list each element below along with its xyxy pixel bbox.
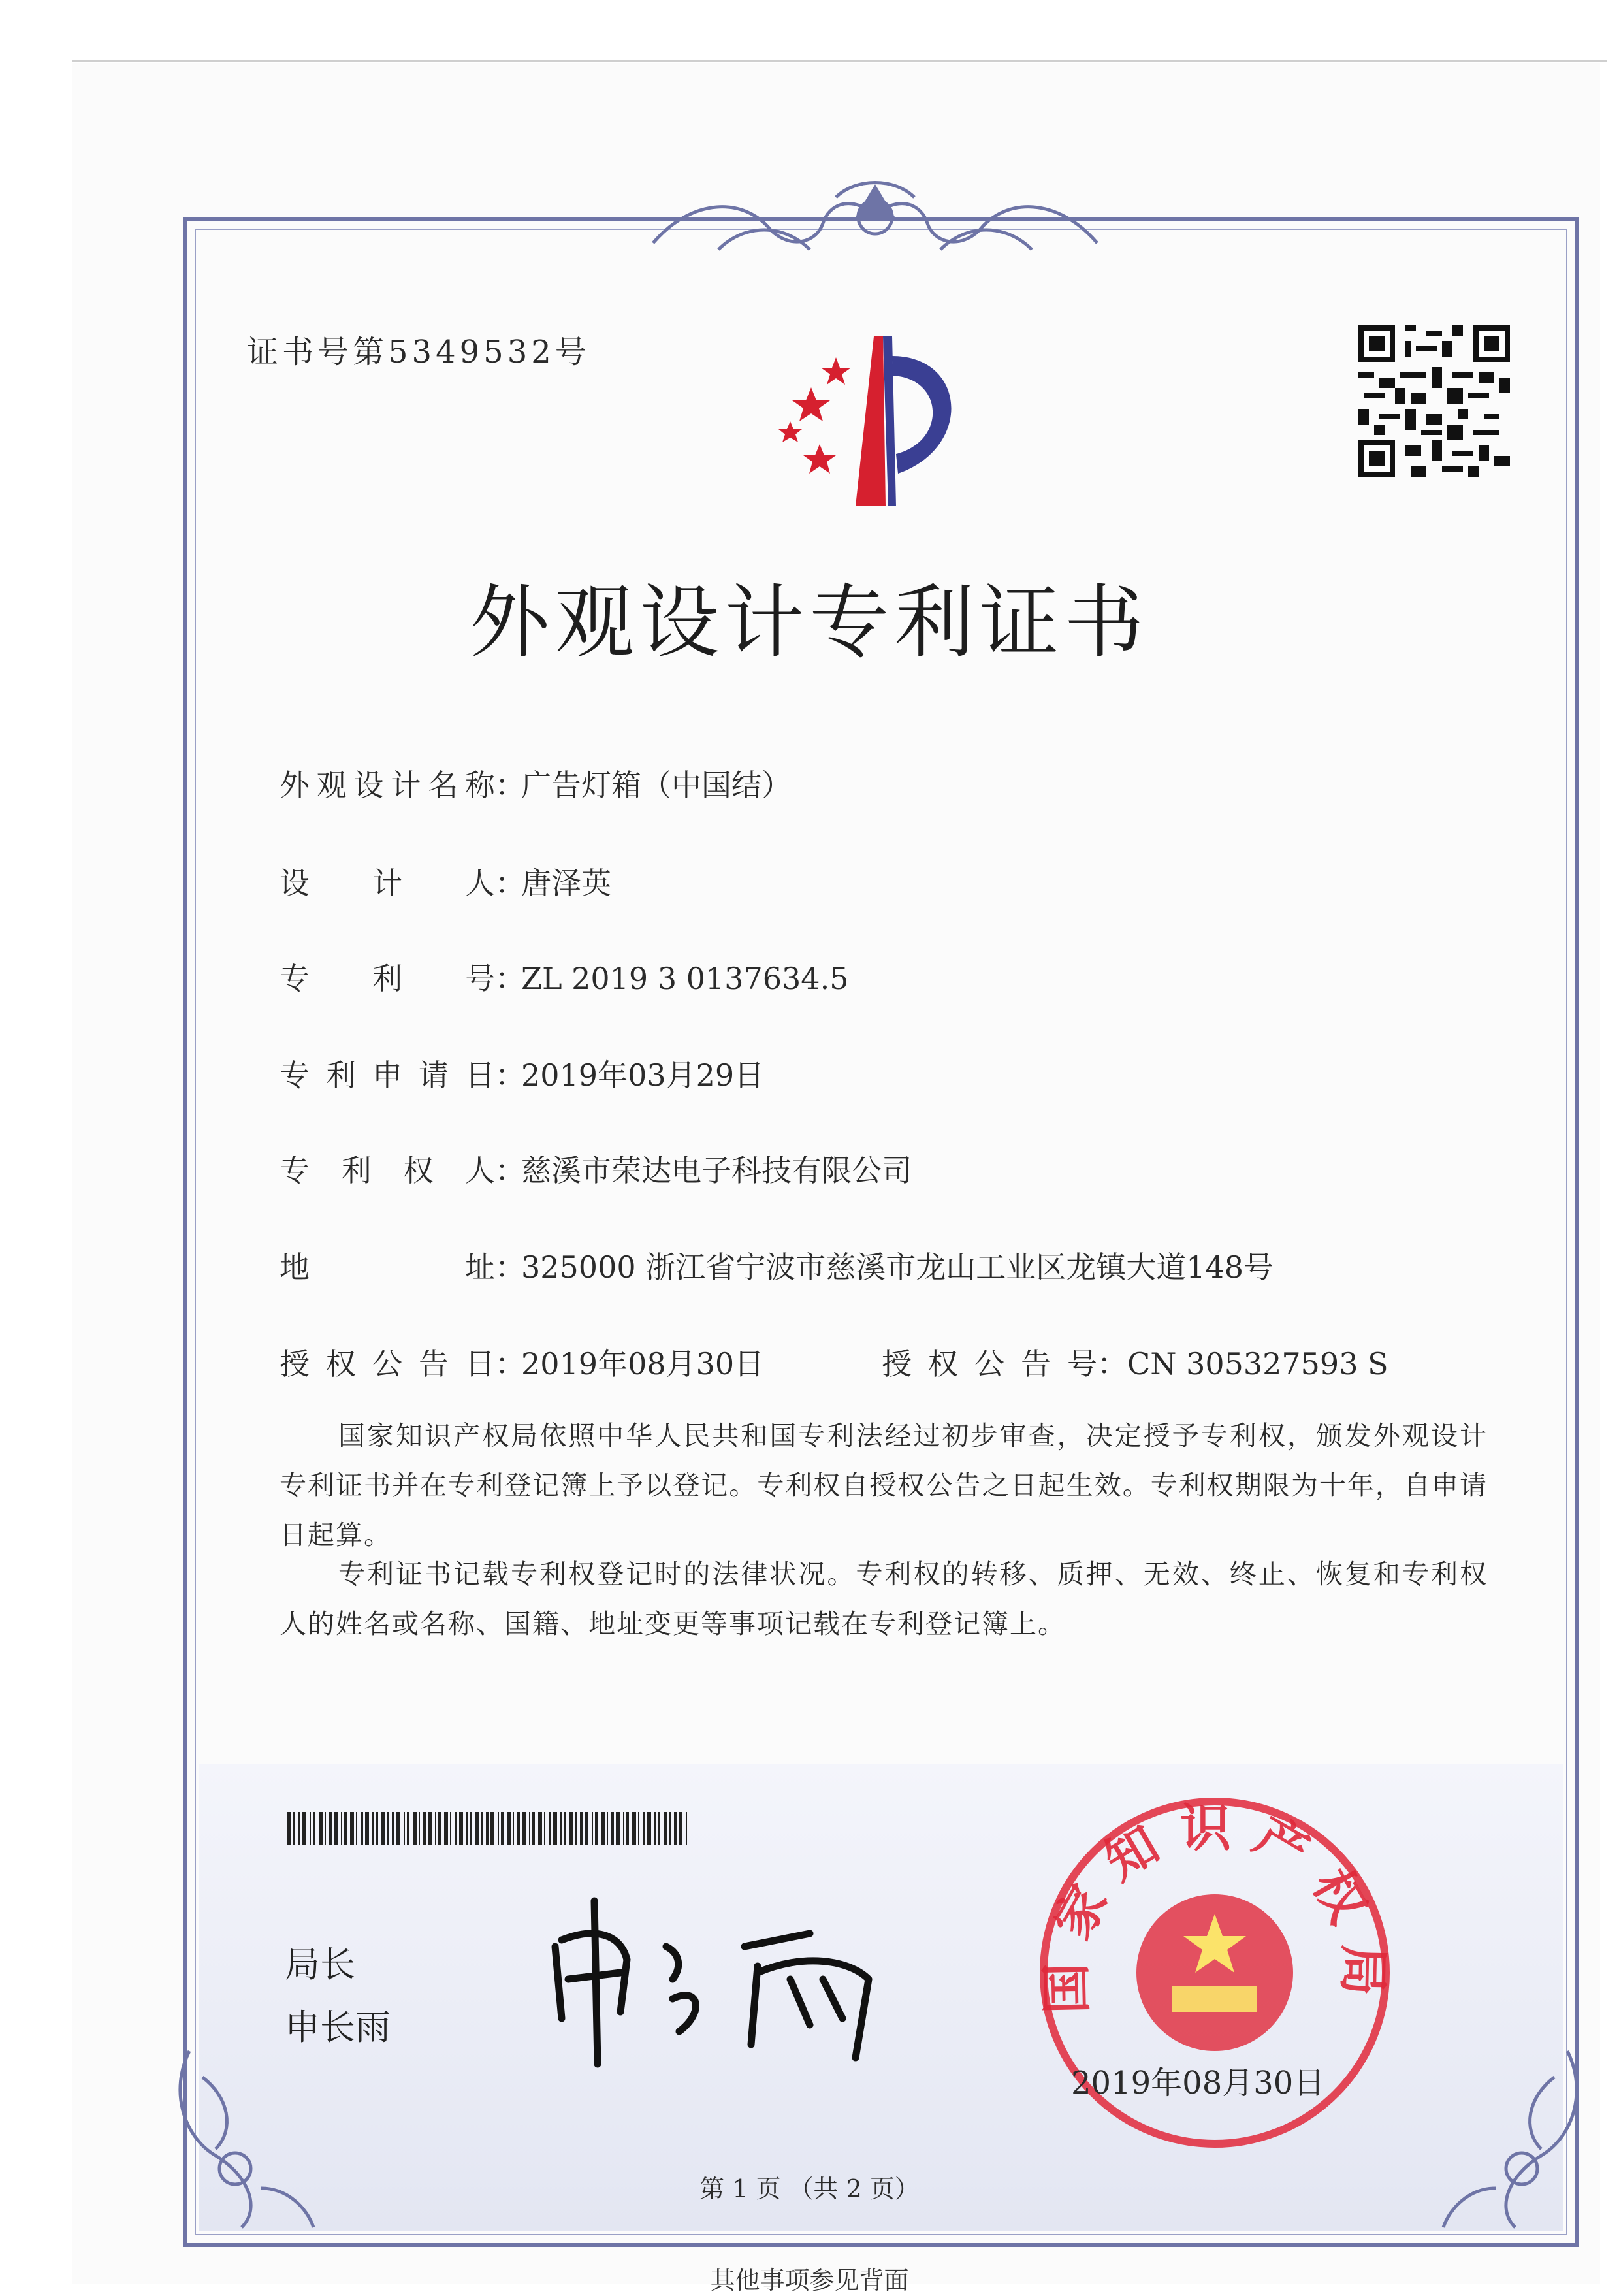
barcode-bar	[287, 1812, 291, 1845]
director-block	[285, 1933, 391, 2059]
barcode-bar	[616, 1812, 620, 1845]
barcode-bar	[444, 1812, 448, 1845]
barcode-bar	[569, 1812, 573, 1845]
seal-date: 2019年08月30日	[1071, 2065, 1325, 2101]
bottom-left-corner-ornament-icon	[163, 2038, 320, 2234]
barcode-bar	[553, 1812, 557, 1845]
legal-paragraph-2: 专利证书记载专利权登记时的法律状况。专利权的转移、质押、无效、终止、恢复和专利权人的姓名或名称、国籍、地址变更等事项记载在专利登记簿上。	[280, 1559, 1488, 1640]
barcode-bar	[381, 1812, 385, 1845]
barcode-bar	[319, 1812, 323, 1845]
barcode-bar	[313, 1812, 315, 1845]
barcode-bar	[538, 1812, 542, 1845]
barcode-bar	[601, 1812, 605, 1845]
barcode-bar	[611, 1812, 614, 1845]
address-field: 地址：325000 浙江省宁波市慈溪市龙山工业区龙镇大道148号	[280, 1244, 1274, 1287]
barcode-bar	[674, 1812, 677, 1845]
barcode-bar	[459, 1812, 463, 1845]
barcode-bar	[669, 1812, 671, 1845]
barcode-bar	[654, 1812, 656, 1845]
barcode-bar	[329, 1812, 332, 1845]
barcode-bar	[392, 1812, 394, 1845]
announcement-number-field: 授权公告号：CN 305327593 S	[882, 1340, 1388, 1383]
barcode-bar	[423, 1812, 426, 1845]
barcode-bar	[513, 1812, 514, 1845]
barcode-bar	[490, 1812, 494, 1845]
field-label: 授权公告日	[280, 1346, 495, 1382]
field-value: 2019年08月30日	[521, 1346, 765, 1382]
barcode-bar	[595, 1812, 598, 1845]
barcode-bar	[435, 1812, 436, 1845]
barcode-bar	[623, 1812, 624, 1845]
field-value: 唐泽英	[521, 865, 611, 901]
barcode-bar	[522, 1812, 526, 1845]
barcode-bar	[298, 1812, 300, 1845]
designer-field: 设计人：唐泽英	[280, 860, 611, 903]
barcode-bar	[626, 1812, 629, 1845]
qr-code-icon	[1358, 325, 1510, 477]
barcode-bar	[564, 1812, 566, 1845]
barcode-bar	[365, 1812, 369, 1845]
barcode-bar	[325, 1812, 326, 1845]
barcode-bar	[361, 1812, 363, 1845]
barcode-bar	[544, 1812, 545, 1845]
barcode-bar	[475, 1812, 479, 1845]
barcode-bar	[679, 1812, 682, 1845]
barcode-bar	[481, 1812, 483, 1845]
field-label: 设计人	[280, 865, 495, 901]
page-indicator: 第 1 页 （共 2 页）	[699, 2175, 920, 2203]
barcode-bar	[438, 1812, 441, 1845]
barcode-bar	[549, 1812, 551, 1845]
barcode-bar	[632, 1812, 636, 1845]
barcode-bar	[407, 1812, 409, 1845]
barcode-bar	[686, 1812, 687, 1845]
barcode-bar	[643, 1812, 645, 1845]
certificate-title: 外观设计专利证书	[470, 576, 1149, 669]
barcode-bar	[638, 1812, 639, 1845]
barcode-bar	[428, 1812, 432, 1845]
barcode-bar	[532, 1812, 535, 1845]
barcode-bar	[575, 1812, 577, 1845]
barcode-bar	[350, 1812, 354, 1845]
director-title: 局长	[285, 1944, 355, 1985]
application-date-field: 专利申请日：2019年03月29日	[280, 1052, 764, 1095]
seal-text: 国家知识产权局	[1036, 1799, 1393, 2015]
field-label: 专利号	[280, 961, 495, 996]
director-signature-icon	[542, 1888, 908, 2071]
barcode-bar	[413, 1812, 417, 1845]
field-value: ZL 2019 3 0137634.5	[521, 961, 849, 996]
barcode-bar	[376, 1812, 378, 1845]
director-name: 申长雨	[285, 2007, 391, 2048]
barcode-bar	[658, 1812, 660, 1845]
field-value: CN 305327593 S	[1127, 1346, 1388, 1382]
barcode-icon	[287, 1812, 692, 1845]
field-label: 外观设计名称	[280, 768, 495, 803]
barcode-bar	[498, 1812, 499, 1845]
barcode-bar	[517, 1812, 520, 1845]
patent-office-emblem-icon	[758, 330, 1006, 526]
barcode-bar	[404, 1812, 405, 1845]
barcode-bar	[507, 1812, 511, 1845]
barcode-bar	[607, 1812, 608, 1845]
design-name-field: 外观设计名称：广告灯箱（中国结）	[280, 762, 792, 805]
barcode-bar	[560, 1812, 562, 1845]
barcode-bar	[341, 1812, 342, 1845]
barcode-bar	[580, 1812, 583, 1845]
field-value: 慈溪市荣达电子科技有限公司	[521, 1153, 912, 1188]
announcement-date-field: 授权公告日：2019年08月30日	[280, 1340, 764, 1383]
barcode-bar	[302, 1812, 306, 1845]
certificate-number: 证书号第5349532号	[247, 334, 590, 370]
barcode-bar	[592, 1812, 593, 1845]
field-label: 专利权人	[280, 1153, 495, 1188]
patent-number-field: 专利号：ZL 2019 3 0137634.5	[280, 955, 848, 998]
field-value: 325000 浙江省宁波市慈溪市龙山工业区龙镇大道148号	[521, 1250, 1274, 1285]
patentee-field: 专利权人：慈溪市荣达电子科技有限公司	[280, 1147, 912, 1190]
footer-note: 其他事项参见背面	[710, 2266, 909, 2295]
barcode-bar	[356, 1812, 357, 1845]
top-ornament-icon	[640, 171, 1110, 263]
barcode-bar	[486, 1812, 489, 1845]
barcode-bar	[293, 1812, 295, 1845]
barcode-bar	[466, 1812, 468, 1845]
field-label: 授权公告号	[882, 1346, 1097, 1382]
field-label: 地址	[280, 1250, 495, 1285]
scan-edge-line	[72, 60, 1607, 62]
barcode-bar	[334, 1812, 338, 1845]
barcode-bar	[501, 1812, 504, 1845]
barcode-bar	[529, 1812, 530, 1845]
field-label: 专利申请日	[280, 1058, 495, 1093]
barcode-bar	[387, 1812, 389, 1845]
barcode-bar	[664, 1812, 667, 1845]
barcode-bar	[396, 1812, 400, 1845]
barcode-bar	[450, 1812, 451, 1845]
barcode-bar	[455, 1812, 457, 1845]
barcode-bar	[470, 1812, 472, 1845]
barcode-bar	[419, 1812, 420, 1845]
bottom-right-corner-ornament-icon	[1437, 2038, 1594, 2234]
legal-paragraph-1: 国家知识产权局依照中华人民共和国专利法经过初步审查，决定授予专利权，颁发外观设计专利证书并在专利登记簿上予以登记。专利权自授权公告之日起生效。专利权期限为十年，自申请日起算。	[280, 1420, 1488, 1551]
field-value: 广告灯箱（中国结）	[521, 768, 792, 803]
field-value: 2019年03月29日	[521, 1058, 765, 1093]
barcode-bar	[647, 1812, 651, 1845]
barcode-bar	[344, 1812, 347, 1845]
barcode-bar	[585, 1812, 588, 1845]
barcode-bar	[372, 1812, 374, 1845]
barcode-bar	[310, 1812, 311, 1845]
